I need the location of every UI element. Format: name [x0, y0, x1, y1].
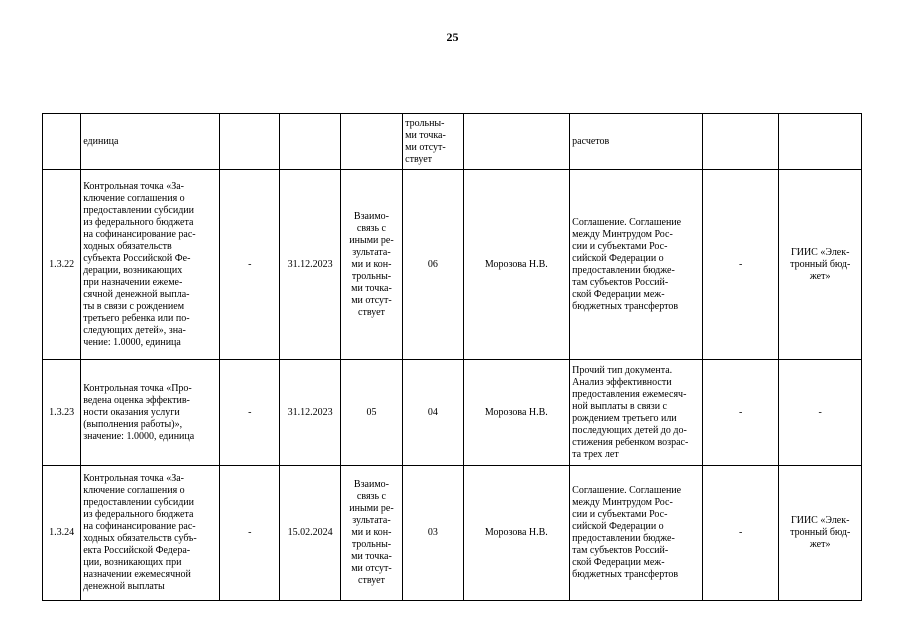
- row-number-cell: [43, 114, 81, 170]
- code-cell: 04: [403, 360, 463, 466]
- table-row: [43, 360, 862, 466]
- table-row: [43, 466, 862, 601]
- code-cell: 06: [403, 170, 463, 360]
- control-point-name-cell: единица: [81, 114, 220, 170]
- control-point-name-cell: Контрольная точка «Про- ведена оценка эффектив- ности оказания услуги (выполнения работы)», значение: 1.0000, единица: [81, 360, 220, 466]
- date-cell: 31.12.2023: [280, 170, 340, 360]
- base-value-cell: [220, 114, 280, 170]
- document-cell: расчетов: [570, 114, 703, 170]
- row-number-cell: 1.3.24: [43, 466, 81, 601]
- link-cell: [340, 114, 402, 170]
- date-cell: 31.12.2023: [280, 360, 340, 466]
- extra-cell: -: [702, 466, 778, 601]
- system-cell: -: [779, 360, 862, 466]
- link-cell: Взаимо- связь с иными ре- зультата- ми и кон- трольны- ми точка- ми отсут- ствует: [340, 466, 402, 601]
- responsible-cell: [463, 114, 570, 170]
- link-cell: Взаимо- связь с иными ре- зультата- ми и кон- трольны- ми точка- ми отсут- ствует: [340, 170, 402, 360]
- link-continuation-cell: трольны- ми точка- ми отсут- ствует: [403, 114, 463, 170]
- table-row: [43, 114, 862, 170]
- document-cell: Соглашение. Соглашение между Минтрудом Рос- сии и субъектами Рос- сийской Федерации о предоставлении бюдже- там субъектов Россий- ской Федерации меж- бюджетных трансфертов: [570, 466, 703, 601]
- extra-cell: [702, 114, 778, 170]
- document-cell: Соглашение. Соглашение между Минтрудом Рос- сии и субъектами Рос- сийской Федерации о предоставлении бюдже- там субъектов Россий- ской Федерации меж- бюджетных трансфертов: [570, 170, 703, 360]
- responsible-cell: Морозова Н.В.: [463, 466, 570, 601]
- system-cell: ГИИС «Элек- тронный бюд- жет»: [779, 466, 862, 601]
- extra-cell: -: [702, 170, 778, 360]
- code-cell: 03: [403, 466, 463, 601]
- document-cell: Прочий тип документа. Анализ эффективности предоставления ежемесяч- ной выплаты в связи с рождением третьего или последующих детей до до- стижения ребенком возрас- та трех лет: [570, 360, 703, 466]
- page-number: 25: [446, 30, 459, 44]
- extra-cell: -: [702, 360, 778, 466]
- base-value-cell: -: [220, 466, 280, 601]
- row-number-cell: 1.3.23: [43, 360, 81, 466]
- system-cell: [779, 114, 862, 170]
- system-cell: ГИИС «Элек- тронный бюд- жет»: [779, 170, 862, 360]
- table-row: [43, 170, 862, 360]
- date-cell: 15.02.2024: [280, 466, 340, 601]
- row-number-cell: 1.3.22: [43, 170, 81, 360]
- control-point-name-cell: Контрольная точка «За- ключение соглашения о предоставлении субсидии из федерального бюджета на софинансирование рас- ходных обязательств субъекта Российской Фе- дерации, возникающих при назначении ежеме- сячной денежной выпла- ты в связи с рождением третьего ребенка или по- следующих детей», зна- чение: 1.0000, единица: [81, 170, 220, 360]
- base-value-cell: -: [220, 170, 280, 360]
- link-cell: 05: [340, 360, 402, 466]
- base-value-cell: -: [220, 360, 280, 466]
- control-points-table: [42, 113, 862, 601]
- control-point-name-cell: Контрольная точка «За- ключение соглашения о предоставлении субсидии из федерального бюджета на софинансирование рас- ходных обязательств субъ- екта Российской Федера- ции, возникающих при назначении ежемесячной денежной выплаты: [81, 466, 220, 601]
- date-cell: [280, 114, 340, 170]
- responsible-cell: Морозова Н.В.: [463, 170, 570, 360]
- responsible-cell: Морозова Н.В.: [463, 360, 570, 466]
